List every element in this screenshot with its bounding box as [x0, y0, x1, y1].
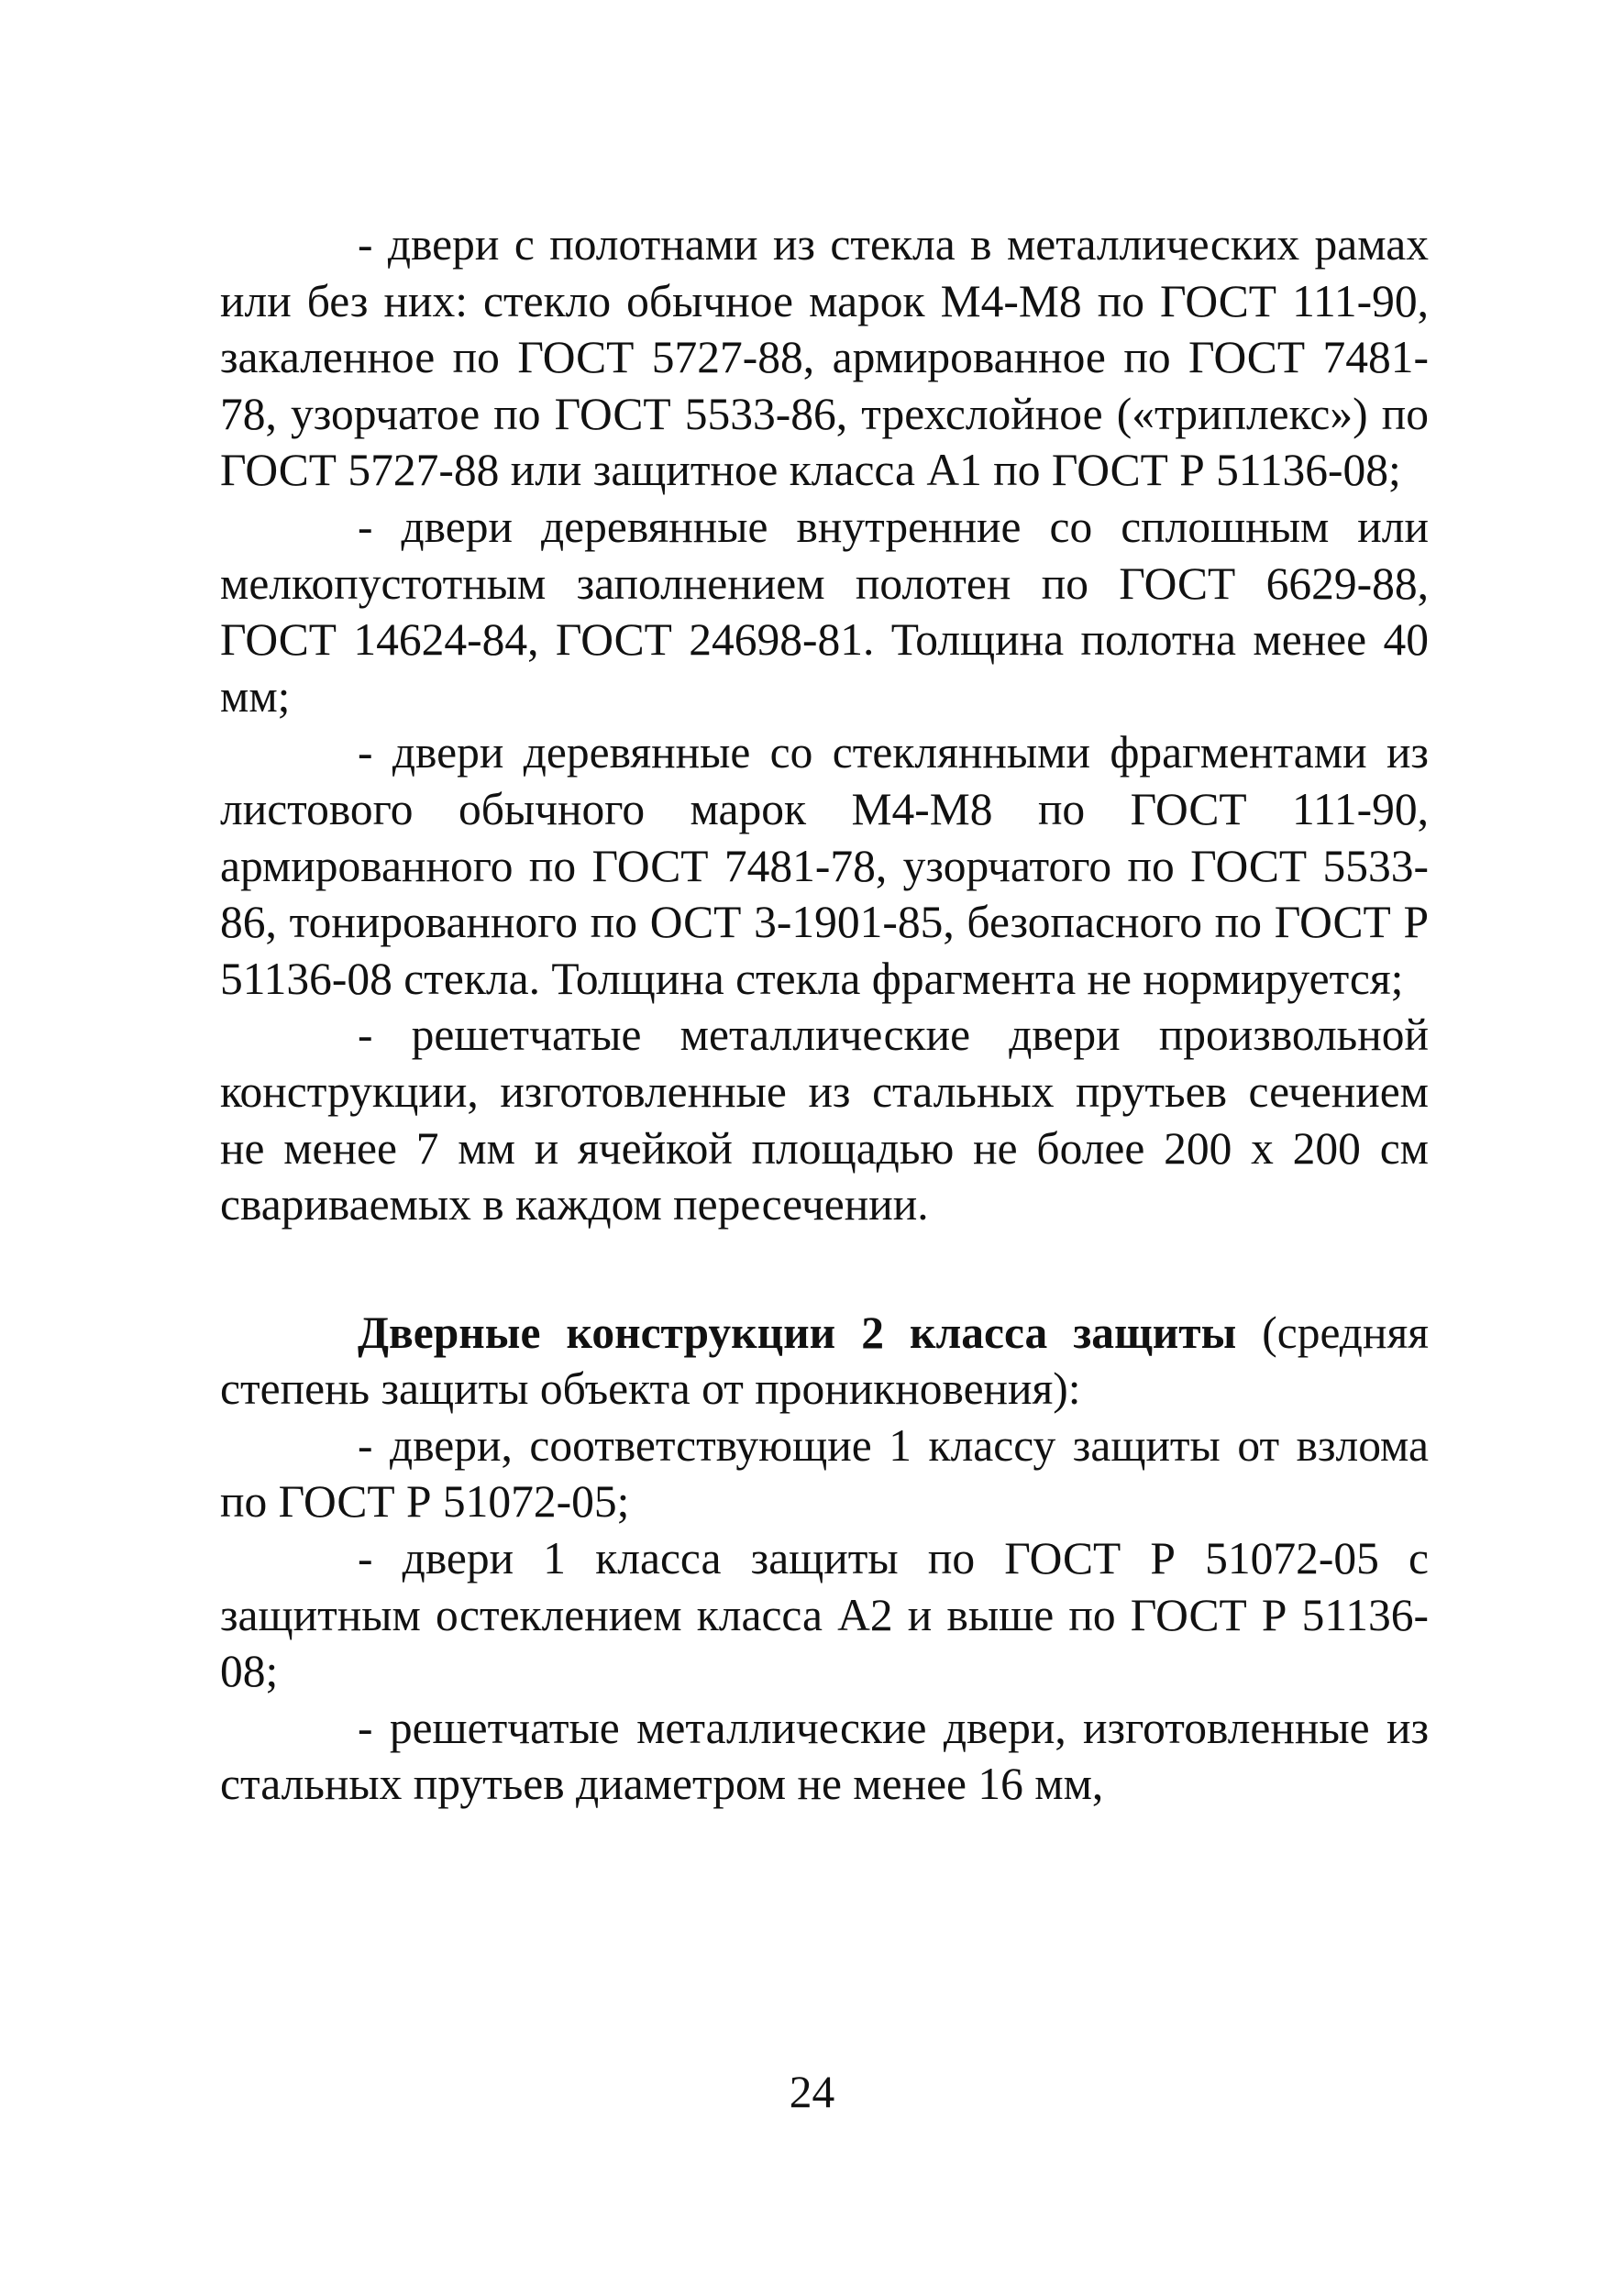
section-spacer [220, 1233, 1429, 1305]
paragraph-wooden-doors-glass-fragments: - двери деревянные со стеклянными фрагментами из листового обычного марок М4-М8 по ГОСТ 111-90, армированного по ГОСТ 7481-78, узорчатого по ГОСТ 5533-86, тонированного по ОСТ 3-1901-85, безопасного по ГОСТ Р 51136-08 стекла. Толщина стекла фрагмента не нормируется; [220, 727, 1429, 1004]
section-heading-bold: Дверные конструкции 2 класса защиты [358, 1307, 1237, 1358]
page-number: 24 [789, 2067, 835, 2117]
paragraph-lattice-metal-doors-16mm: - решетчатые металлические двери, изготовленные из стальных прутьев диаметром не менее 16 мм, [220, 1702, 1429, 1810]
section-heading-rest: (средняя степень защиты объекта от проникновения): [220, 1307, 1430, 1415]
paragraph-lattice-metal-doors: - решетчатые металлические двери произвольной конструкции, изготовленные из стальных прутьев сечением не менее 7 мм и ячейкой площадью не более 200 х 200 см свариваемых в каждом пересечении. [220, 1010, 1429, 1230]
paragraph-wooden-interior-doors: - двери деревянные внутренние со сплошным или мелкопустотным заполнением полотен по ГОСТ 6629-88, ГОСТ 14624-84, ГОСТ 24698-81. Толщина полотна менее 40 мм; [220, 501, 1429, 722]
paragraph-class-1-glazed-doors: - двери 1 класса защиты по ГОСТ Р 51072-05 с защитным остеклением класса А2 и выше по ГОСТ Р 51136-08; [220, 1533, 1429, 1697]
paragraph-class-1-burglary-doors: - двери, соответствующие 1 классу защиты от взлома по ГОСТ Р 51072-05; [220, 1419, 1429, 1528]
paragraph-glass-doors: - двери с полотнами из стекла в металлических рамах или без них: стекло обычное марок М4-М8 по ГОСТ 111-90, закаленное по ГОСТ 5727-88, армированное по ГОСТ 7481-78, узорчатое по ГОСТ 5533-86, трехслойное («триплекс») по ГОСТ 5727-88 или защитное класса А1 по ГОСТ Р 51136-08; [220, 219, 1429, 496]
page-body [220, 216, 1429, 1813]
section-heading-class-2 [220, 1305, 1429, 1418]
